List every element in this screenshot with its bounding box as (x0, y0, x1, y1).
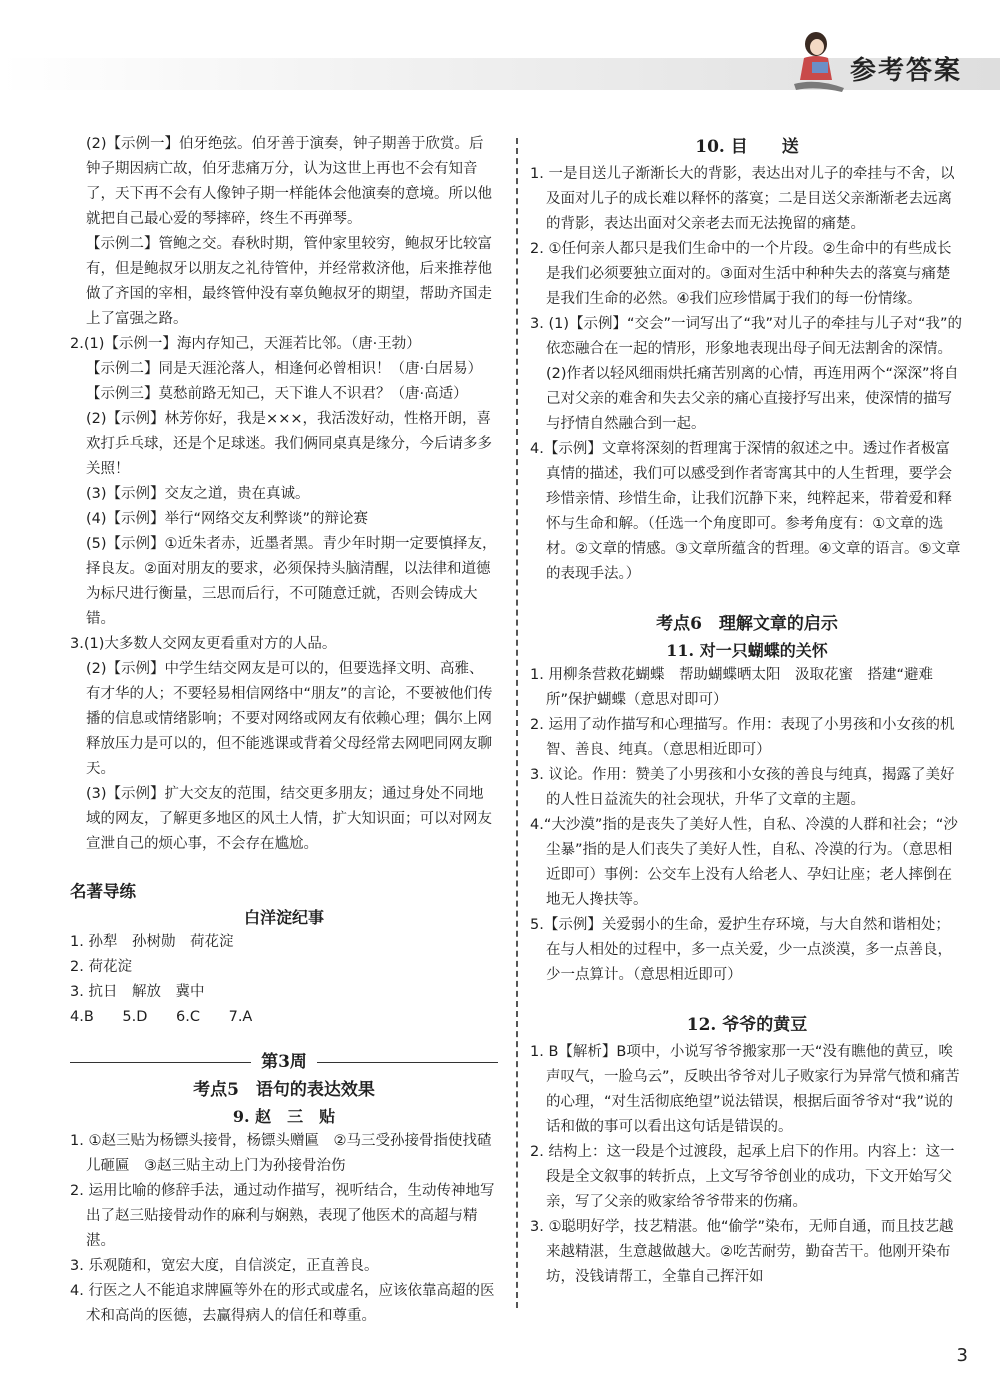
answer-q2-example2: 【示例二】管鲍之交。春秋时期，管仲家里较穷，鲍叔牙比较富有，但是鲍叔牙以朋友之礼待管仲，并经常救济他，后来推荐他做了齐国的宰相，最终管仲没有辜负鲍叔牙的期望，帮助齐国走上了富强之路。 (86, 236, 492, 327)
lesson12-answer-1: 1. B【解析】B项中，小说写爷爷搬家那一天“没有瞧他的黄豆，唉声叹气，一脸乌云”，反映出爷爷对儿子败家行为异常气愤和痛苦的心理，“对生活彻底绝望”说法错误，根据后面爷爷对“我”说的话和做的事可以看出这句话是错误的。 (530, 1044, 960, 1135)
mingzhu-answer-3: 3. 抗日 解放 冀中 (70, 984, 205, 1000)
choice-answer: 4.B (70, 1009, 94, 1025)
lesson12-answer-2: 2. 结构上：这一段是个过渡段，起承上启下的作用。内容上：这一段是全文叙事的转折点，上文写爷爷创业的成功，下文开始写父亲，写了父亲的败家给爷爷带来的伤痛。 (530, 1144, 955, 1210)
lesson11-answer-3: 3. 议论。作用：赞美了小男孩和小女孩的善良与纯真，揭露了美好的人性日益流失的社会现状，升华了文章的主题。 (530, 767, 955, 808)
answer-2-1: 2.(1)【示例一】海内存知己，天涯若比邻。（唐·王勃） (70, 336, 421, 352)
mingzhu-heading: 名著导练 (70, 882, 136, 901)
lesson9-answer-2: 2. 运用比喻的修辞手法，通过动作描写，视听结合，生动传神地写出了赵三贴接骨动作的麻利与娴熟，表现了他医术的高超与精湛。 (70, 1183, 495, 1249)
answer-key-title: 参考答案 (849, 56, 962, 86)
answer-3-2: (2)【示例】中学生结交网友是可以的，但要选择文明、高雅、有才华的人；不要轻易相信网络中“朋友”的言论，不要被他们传播的信息或情绪影响；不要对网络或网友有依赖心理；偶尔上网释放压力是可以的，但不能逃课或背着父母经常去网吧同网友聊天。 (86, 661, 493, 777)
week-title: 第3周 (261, 1052, 307, 1072)
choice-answer: 5.D (122, 1009, 148, 1025)
answer-3-1: 3.(1)大多数人交网友更看重对方的人品。 (70, 636, 337, 652)
answer-q2-example1: (2)【示例一】伯牙绝弦。伯牙善于演奏，钟子期善于欣赏。后钟子期因病亡故，伯牙悲痛万分，认为这世上再也不会有知音了，天下再不会有人像钟子期一样能体会他演奏的意境。所以他就把自己最心爱的琴摔碎，终生不再弹琴。 (86, 136, 492, 227)
lesson11-answer-2: 2. 运用了动作描写和心理描写。作用：表现了小男孩和小女孩的机智、善良、纯真。（意思相近即可） (530, 717, 955, 758)
mingzhu-answer-1: 1. 孙犁 孙树勋 荷花淀 (70, 934, 234, 950)
lesson10-answer-3b: (2)作者以轻风细雨烘托痛苦别离的心情，再连用两个“深深”将自己对父亲的难舍和失去父亲的痛心直接抒写出来，使深情的描写与抒情自然融合到一起。 (546, 366, 959, 432)
left-column (70, 132, 498, 1329)
answer-3-3: (3)【示例】扩大交友的范围，结交更多朋友；通过身处不同地域的网友，了解更多地区的风土人情，扩大知识面；可以对网友宣泄自己的烦心事，不会存在尴尬。 (86, 786, 492, 852)
lesson9-answer-3: 3. 乐观随和，宽宏大度，自信淡定，正直善良。 (70, 1258, 379, 1274)
week-divider (70, 1050, 498, 1075)
answer-2-5: (5)【示例】①近朱者赤，近墨者黑。青少年时期一定要慎择友，择良友。②面对朋友的要求，必须保持头脑清醒，以法律和道德为标尺进行衡量，三思而后行，不可随意迁就，否则会铸成大错。 (86, 536, 497, 627)
page-number: 3 (956, 1345, 968, 1366)
lesson10-answer-2: 2. ①任何亲人都只是我们生命中的一个片段。②生命中的有些成长是我们必须要独立面对的。③面对生活中种种失去的落寞与痛楚是我们生命的必然。④我们应珍惜属于我们的每一份情缘。 (530, 241, 952, 307)
lesson12-answer-3: 3. ①聪明好学，技艺精湛。他“偷学”染布，无师自通，而且技艺越来越精湛，生意越做越大。②吃苦耐劳，勤奋苦干。他刚开染布坊，没钱请帮工，全靠自己挥汗如 (530, 1219, 954, 1285)
lesson9-answer-4: 4. 行医之人不能追求牌匾等外在的形式或虚名，应该依靠高超的医术和高尚的医德，去赢得病人的信任和尊重。 (70, 1283, 495, 1324)
answer-2-2: (2)【示例】林芳你好，我是×××，我活泼好动，性格开朗，喜欢打乒乓球，还是个足球迷。我们俩同桌真是缘分，今后请多多关照！ (86, 411, 492, 477)
lesson9-title: 9. 赵 三 贴 (232, 1107, 336, 1126)
column-divider (516, 138, 518, 1308)
lesson12-title: 12. 爷爷的黄豆 (686, 1015, 808, 1035)
kaodian6-title: 考点6 理解文章的启示 (656, 614, 838, 634)
lesson9-answer-1: 1. ①赵三贴为杨镖头接骨，杨镖头赠匾 ②马三受孙接骨指使找碴儿砸匾 ③赵三贴主动上门为孙接骨治伤 (70, 1133, 492, 1174)
mingzhu-answer-2: 2. 荷花淀 (70, 959, 132, 975)
lesson10-title: 10. 目 送 (695, 137, 799, 157)
lesson10-answer-1: 1. 一是目送儿子渐渐长大的背影，表达出对儿子的牵挂与不舍，以及面对儿子的成长难以释怀的落寞；二是目送父亲渐渐老去远离的背影，表达出面对父亲老去而无法挽留的痛楚。 (530, 166, 955, 232)
answer-2-1c: 【示例三】莫愁前路无知己，天下谁人不识君？（唐·高适） (86, 386, 468, 402)
reading-girl-icon (786, 28, 850, 98)
lesson11-answer-4: 4.“大沙漠”指的是丧失了美好人性，自私、冷漠的人群和社会；“沙尘暴”指的是人们丧失了美好人性，自私、冷漠的行为。（意思相近即可）事例：公交车上没有人给老人、孕妇让座；老人摔倒在地无人搀扶等。 (530, 817, 958, 908)
lesson10-answer-4: 4.【示例】文章将深刻的哲理寓于深情的叙述之中。透过作者极富真情的描述，我们可以感受到作者寄寓其中的人生哲理，要学会珍惜亲情、珍惜生命，让我们沉静下来，纯粹起来，带着爱和释怀与生命和解。（任选一个角度即可。参考角度有：①文章的选材。②文章的情感。③文章所蕴含的哲理。④文章的语言。⑤文章的表现手法。） (530, 441, 961, 582)
right-column (530, 132, 964, 1290)
answer-2-1b: 【示例二】同是天涯沦落人，相逢何必曾相识！（唐·白居易） (86, 361, 483, 377)
choice-answer: 6.C (176, 1009, 200, 1025)
answer-2-4: (4)【示例】举行“网络交友利弊谈”的辩论赛 (86, 511, 369, 527)
lesson10-answer-3: 3. (1)【示例】“交会”一词写出了“我”对儿子的牵挂与儿子对“我”的依恋融合在一起的情形，形象地表现出母子间无法割舍的深情。 (530, 316, 963, 357)
lesson11-title: 11. 对一只蝴蝶的关怀 (666, 641, 828, 660)
mingzhu-choices (70, 1005, 498, 1030)
choice-answer: 7.A (228, 1009, 253, 1025)
answer-2-3: (3)【示例】交友之道，贵在真诚。 (86, 486, 310, 502)
lesson11-answer-5: 5.【示例】关爱弱小的生命，爱护生存环境，与大自然和谐相处；在与人相处的过程中，多一点关爱，少一点淡漠，多一点善良，少一点算计。（意思相近即可） (530, 917, 952, 983)
lesson11-answer-1: 1. 用柳条营救花蝴蝶 帮助蝴蝶晒太阳 汲取花蜜 搭建“避难所”保护蝴蝶（意思对即可） (530, 667, 933, 708)
kaodian5-title: 考点5 语句的表达效果 (193, 1080, 375, 1100)
book-title: 白洋淀纪事 (243, 908, 324, 927)
